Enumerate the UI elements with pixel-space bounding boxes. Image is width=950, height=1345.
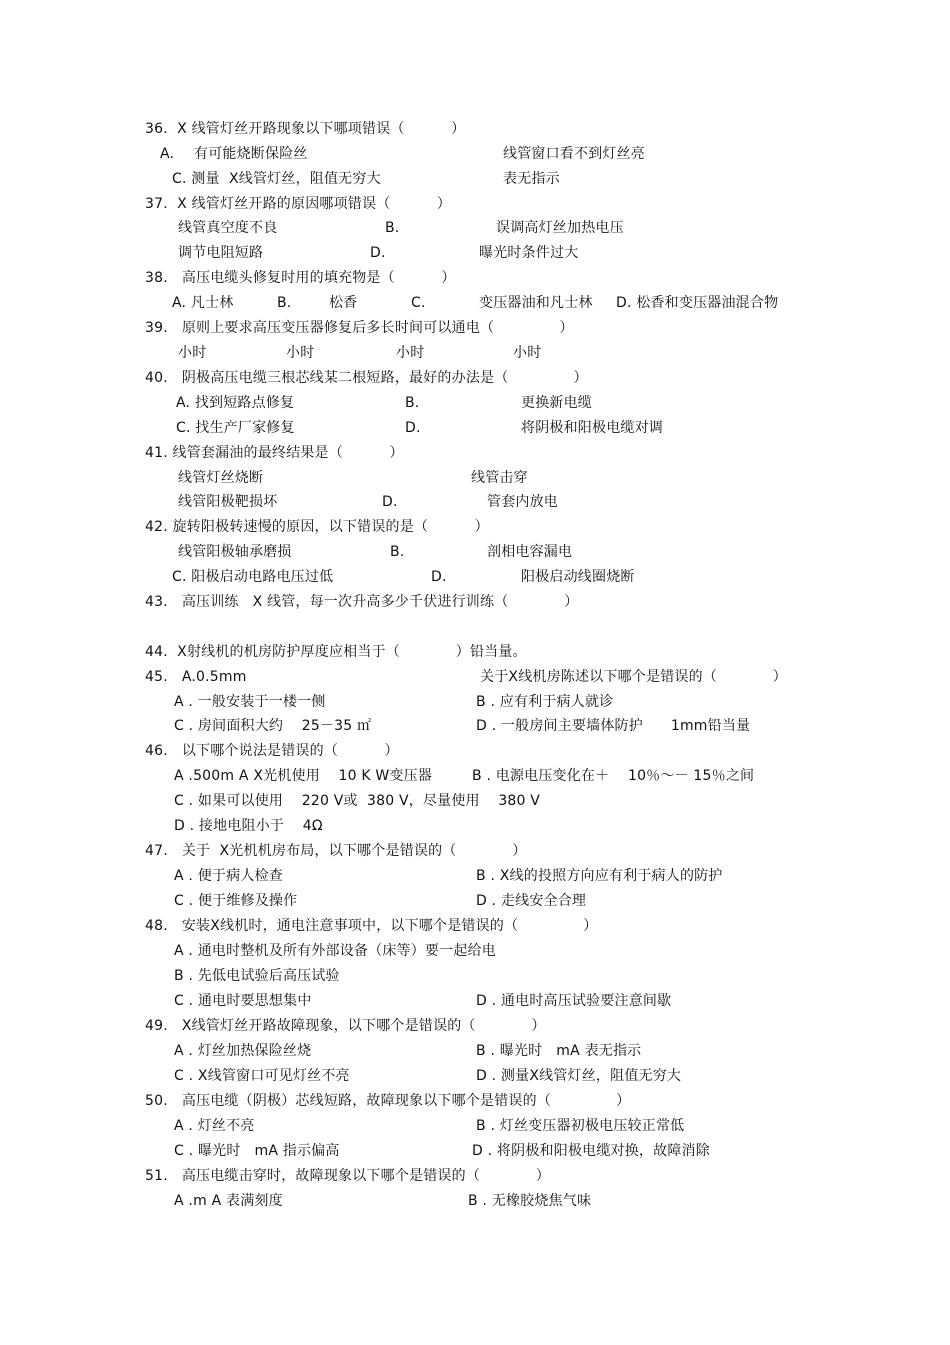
q38-stem: 38. 高压电缆头修复时用的填充物是（ ）: [145, 270, 456, 286]
q42-option-d: 阳极启动线圈烧断: [521, 569, 635, 585]
q47-option-c: C . 便于维修及操作: [174, 893, 298, 909]
q40-option-d: 将阴极和阳极电缆对调: [521, 420, 663, 436]
q51-option-b: B . 无橡胶烧焦气味: [468, 1193, 592, 1209]
q38-option-d: D. 松香和变压器油混合物: [616, 295, 779, 311]
q42-option-b: 剖相电容漏电: [487, 544, 573, 560]
q47-stem: 47. 关于 X光机机房布局，以下哪个是错误的（ ）: [145, 843, 527, 859]
q49-option-b: B . 曝光时 mA 表无指示: [476, 1043, 642, 1059]
q49-option-c: C . X线管窗口可见灯丝不亮: [174, 1068, 350, 1084]
q36-option-c: C. 测量 X线管灯丝，阻值无穷大: [172, 171, 381, 187]
q37-option-b-label: B.: [385, 220, 400, 236]
q37-option-b: 误调高灯丝加热电压: [496, 220, 624, 236]
q41-option-d-label: D.: [382, 494, 398, 510]
q37-stem: 37. X 线管灯丝开路的原因哪项错误（ ）: [145, 196, 452, 212]
q38-option-a: A. 凡士林: [172, 295, 234, 311]
q48-stem: 48. 安装X线机时，通电注意事项中，以下哪个是错误的（ ）: [145, 918, 598, 934]
q42-option-c: C. 阳极启动电路电压过低: [172, 569, 334, 585]
q39-option-3: 小时: [396, 345, 425, 361]
q42-stem: 42. 旋转阳极转速慢的原因，以下错误的是（ ）: [145, 519, 489, 535]
q46-option-a: A .500m A X光机使用 10 K W变压器: [174, 768, 433, 784]
q48-option-d: D . 通电时高压试验要注意间歇: [476, 993, 672, 1009]
q41-option-b: 线管击穿: [471, 470, 528, 486]
q40-option-b-label: B.: [405, 395, 420, 411]
q45-stem-left: 45. A.0.5mm: [145, 669, 247, 685]
q39-option-1: 小时: [178, 345, 207, 361]
q45-option-d: D . 一般房间主要墙体防护 1mm铅当量: [476, 718, 751, 734]
q42-option-a: 线管阳极轴承磨损: [178, 544, 292, 560]
q40-option-a: A. 找到短路点修复: [176, 395, 295, 411]
q38-option-c-label: C.: [411, 295, 426, 311]
q49-option-d: D . 测量X线管灯丝，阻值无穷大: [476, 1068, 682, 1084]
q42-option-d-label: D.: [431, 569, 447, 585]
q50-stem: 50. 高压电缆（阴极）芯线短路，故障现象以下哪个是错误的（ ）: [145, 1093, 631, 1109]
q46-stem: 46. 以下哪个说法是错误的（ ）: [145, 743, 399, 759]
q41-option-c: 线管阳极靶损坏: [178, 494, 278, 510]
q39-option-2: 小时: [286, 345, 315, 361]
q50-option-b: B . 灯丝变压器初极电压较正常低: [476, 1118, 685, 1134]
q47-option-b: B . X线的投照方向应有利于病人的防护: [476, 868, 723, 884]
q51-stem: 51. 高压电缆击穿时，故障现象以下哪个是错误的（ ）: [145, 1168, 551, 1184]
q50-option-c: C . 曝光时 mA 指示偏高: [174, 1143, 340, 1159]
q41-option-d: 管套内放电: [487, 494, 558, 510]
q48-option-b: B . 先低电试验后高压试验: [174, 968, 340, 984]
q46-option-c: C . 如果可以使用 220 V或 380 V，尽量使用 380 V: [174, 793, 541, 809]
q46-option-b: B . 电源电压变化在＋ 10％～－ 15％之间: [472, 768, 755, 784]
q45-option-a: A . 一般安装于一楼一侧: [174, 694, 326, 710]
q41-stem: 41. 线管套漏油的最终结果是（ ）: [145, 445, 404, 461]
q51-option-a: A .m A 表满刻度: [174, 1193, 283, 1209]
q38-option-b-label: B.: [277, 295, 292, 311]
q37-option-c: 调节电阻短路: [178, 245, 264, 261]
q47-option-a: A . 便于病人检查: [174, 868, 283, 884]
q39-stem: 39. 原则上要求高压变压器修复后多长时间可以通电（ ）: [145, 320, 574, 336]
q46-option-d: D . 接地电阻小于 4Ω: [174, 818, 323, 834]
q40-option-d-label: D.: [405, 420, 421, 436]
q40-stem: 40. 阴极高压电缆三根芯线某二根短路，最好的办法是（ ）: [145, 370, 588, 386]
q38-option-c: 变压器油和凡士林: [479, 295, 593, 311]
q38-option-b: 松香: [329, 295, 358, 311]
q45-option-b: B . 应有利于病人就诊: [476, 694, 614, 710]
q50-option-d: D . 将阴极和阳极电缆对换，故障消除: [472, 1143, 710, 1159]
q48-option-a: A . 通电时整机及所有外部设备（床等）要一起给电: [174, 943, 496, 959]
q37-option-a: 线管真空度不良: [178, 220, 278, 236]
q45-option-c: C . 房间面积大约 25－35 ㎡: [174, 718, 372, 734]
q36-stem: 36. X 线管灯丝开路现象以下哪项错误（ ）: [145, 121, 466, 137]
q37-option-d: 曝光时条件过大: [479, 245, 579, 261]
q48-option-c: C . 通电时要思想集中: [174, 993, 312, 1009]
q42-option-b-label: B.: [390, 544, 405, 560]
q36-option-b: 线管窗口看不到灯丝亮: [503, 146, 645, 162]
q37-option-d-label: D.: [370, 245, 386, 261]
q43-stem: 43. 高压训练 X 线管，每一次升高多少千伏进行训练（ ）: [145, 594, 579, 610]
q39-option-4: 小时: [513, 345, 542, 361]
q50-option-a: A . 灯丝不亮: [174, 1118, 255, 1134]
q49-option-a: A . 灯丝加热保险丝烧: [174, 1043, 312, 1059]
q47-option-d: D . 走线安全合理: [476, 893, 587, 909]
q40-option-c: C. 找生产厂家修复: [176, 420, 295, 436]
q49-stem: 49. X线管灯丝开路故障现象，以下哪个是错误的（ ）: [145, 1018, 546, 1034]
q41-option-a: 线管灯丝烧断: [178, 470, 264, 486]
q40-option-b: 更换新电缆: [521, 395, 592, 411]
q36-option-d: 表无指示: [503, 171, 560, 187]
q36-option-a-label: A.: [160, 146, 175, 162]
q36-option-a: 有可能烧断保险丝: [194, 146, 308, 162]
q45-stem: 关于X线机房陈述以下哪个是错误的（ ）: [480, 669, 787, 685]
q44-stem: 44. X射线机的机房防护厚度应相当于（ ）铅当量。: [145, 644, 527, 660]
